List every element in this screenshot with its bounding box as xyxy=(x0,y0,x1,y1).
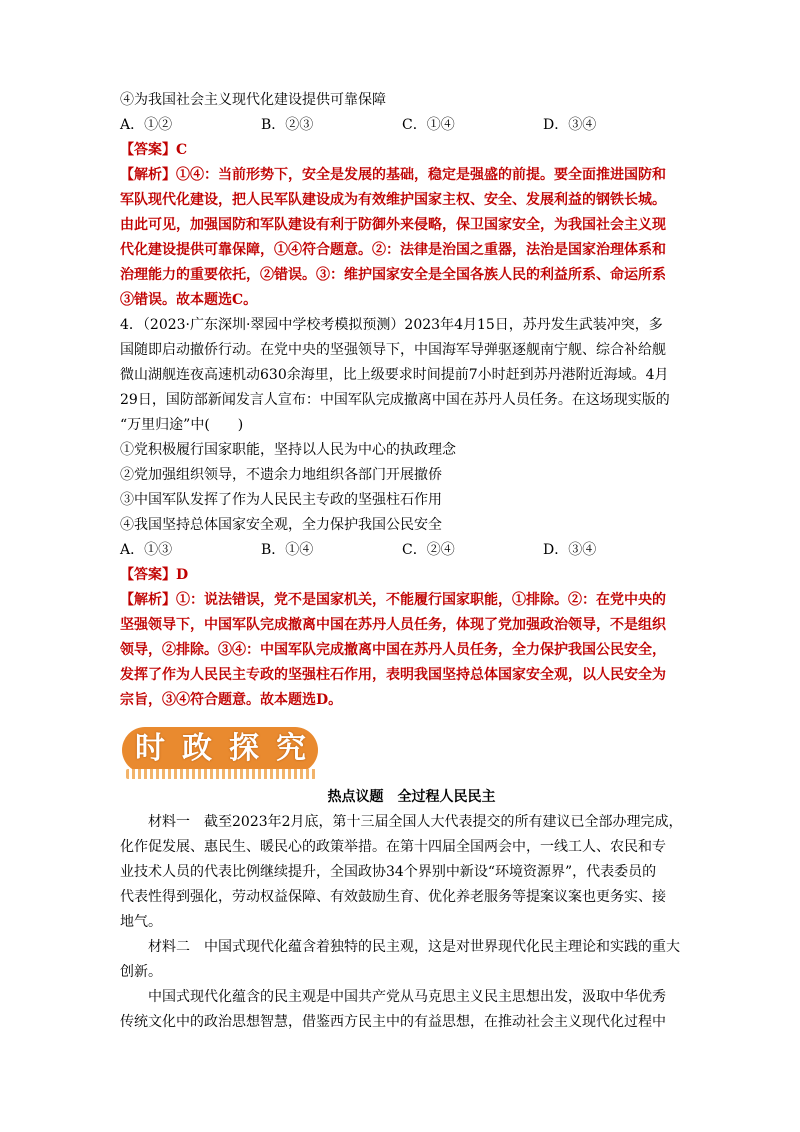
document-page xyxy=(120,88,685,1035)
q4-options xyxy=(120,538,685,563)
q4-analysis-line: 宗旨，③④符合题意。故本题选D。 xyxy=(120,692,343,708)
q3-option-c: C．①④ xyxy=(402,117,455,133)
banner-char: 政 xyxy=(182,731,212,766)
material-1-line: 业技术人员的代表比例继续提升，全国政协34个界别中新设“环境资源界”，代表委员的 xyxy=(120,864,657,880)
q4-stem-line: 微山湖舰连夜高速机动630余海里，比上级要求时间提前7小时赶到苏丹港附近海域。4月 xyxy=(120,367,669,383)
material-1-line: 地气。 xyxy=(120,914,162,930)
q4-option-c: C．②④ xyxy=(402,542,455,558)
q3-analysis-line: 由此可见，加强国防和军队建设有利于防御外来侵略，保卫国家安全，为我国社会主义现 xyxy=(120,217,666,233)
material-3 xyxy=(120,985,685,1035)
material-2-line: 创新。 xyxy=(120,964,162,980)
q3-analysis-line: 【解析】①④：当前形势下，安全是发展的基础，稳定是强盛的前提。要全面推进国防和 xyxy=(120,167,666,183)
q4-stem-line: 国随即启动撤侨行动。在党中央的坚强领导下，中国海军导弹驱逐舰南宁舰、综合补给舰 xyxy=(120,342,666,358)
q4-statement-2: ②党加强组织领导，不遗余力地组织各部门开展撤侨 xyxy=(120,467,442,483)
q4-stem-line: “万里归途”中( ) xyxy=(120,417,244,433)
q3-option-b: B．②③ xyxy=(261,117,314,133)
material-1-line: 代表性得到强化，劳动权益保障、有效鼓励生育、优化养老服务等提案议案也更务实、接 xyxy=(120,889,666,905)
q4-statements xyxy=(120,438,685,538)
material-1-line: 材料一 截至2023年2月底，第十三届全国人大代表提交的所有建议已全部办理完成， xyxy=(148,814,683,830)
material-1-line: 化作促发展、惠民生、暖民心的政策举措。在第十四届全国两会中，一线工人、农民和专 xyxy=(120,839,666,855)
material-2-line: 材料二 中国式现代化蕴含着独特的民主观，这是对世界现代化民主理论和实践的重大 xyxy=(148,939,680,955)
q3-option-a: A．①② xyxy=(120,117,173,133)
q3-analysis xyxy=(120,163,685,313)
q3-option-d: D．③④ xyxy=(543,117,597,133)
material-3-line: 中国式现代化蕴含的民主观是中国共产党从马克思主义民主思想出发，汲取中华优秀 xyxy=(148,989,666,1005)
q4-stem-line: 29日，国防部新闻发言人宣布：中国军队完成撤离中国在苏丹人员任务。在这场现实版的 xyxy=(120,392,670,408)
q4-option-a: A．①③ xyxy=(120,542,173,558)
q4-stem-line: 4．（2023·广东深圳·翠园中学校考模拟预测）2023年4月15日，苏丹发生武装冲突，多 xyxy=(120,317,663,333)
q4-analysis xyxy=(120,588,685,713)
material-2 xyxy=(120,935,685,985)
q3-analysis-line: 代化建设提供可靠保障，①④符合题意。②：法律是治国之重器，法治是国家治理体系和 xyxy=(120,242,666,258)
q4-analysis-line: 【解析】①：说法错误，党不是国家机关，不能履行国家职能，①排除。②：在党中央的 xyxy=(120,592,666,608)
q4-analysis-line: 发挥了作为人民民主专政的坚强柱石作用，表明我国坚持总体国家安全观，以人民安全为 xyxy=(120,667,666,683)
section-heading: 热点议题 全过程人民民主 xyxy=(327,789,496,805)
q3-options xyxy=(120,113,685,138)
q4-answer: 【答案】D xyxy=(120,567,189,583)
q4-statement-4: ④我国坚持总体国家安全观，全力保护我国公民安全 xyxy=(120,517,442,533)
q4-option-d: D．③④ xyxy=(543,542,597,558)
material-1 xyxy=(120,810,685,935)
q4-analysis-line: 坚强领导下，中国军队完成撤离中国在苏丹人员任务，体现了党加强政治领导，不是组织 xyxy=(120,617,666,633)
q3-analysis-line: 军队现代化建设，把人民军队建设成为有效维护国家主权、安全、发展利益的钢铁长城。 xyxy=(120,192,666,208)
q4-stem xyxy=(120,313,685,438)
q3-answer: 【答案】C xyxy=(120,142,188,158)
q4-option-b: B．①④ xyxy=(261,542,314,558)
material-3-line: 传统文化中的政治思想智慧，借鉴西方民主中的有益思想，在推动社会主义现代化过程中 xyxy=(120,1014,666,1030)
section-banner xyxy=(122,721,685,783)
banner-char: 探 xyxy=(229,731,259,766)
q3-analysis-line: ③错误。故本题选C。 xyxy=(120,292,258,308)
banner-title xyxy=(128,727,316,771)
q3-statement-4: ④为我国社会主义现代化建设提供可靠保障 xyxy=(120,92,386,108)
q4-statement-1: ①党积极履行国家职能，坚持以人民为中心的执政理念 xyxy=(120,442,456,458)
q4-statement-3: ③中国军队发挥了作为人民民主专政的坚强柱石作用 xyxy=(120,492,442,508)
q4-analysis-line: 领导，②排除。③④：中国军队完成撤离中国在苏丹人员任务，全力保护我国公民安全， xyxy=(120,642,666,658)
q3-analysis-line: 治理能力的重要依托，②错误。③：维护国家安全是全国各族人民的利益所系、命运所系 xyxy=(120,267,666,283)
banner-char: 时 xyxy=(135,731,165,766)
banner-char: 究 xyxy=(276,731,306,766)
